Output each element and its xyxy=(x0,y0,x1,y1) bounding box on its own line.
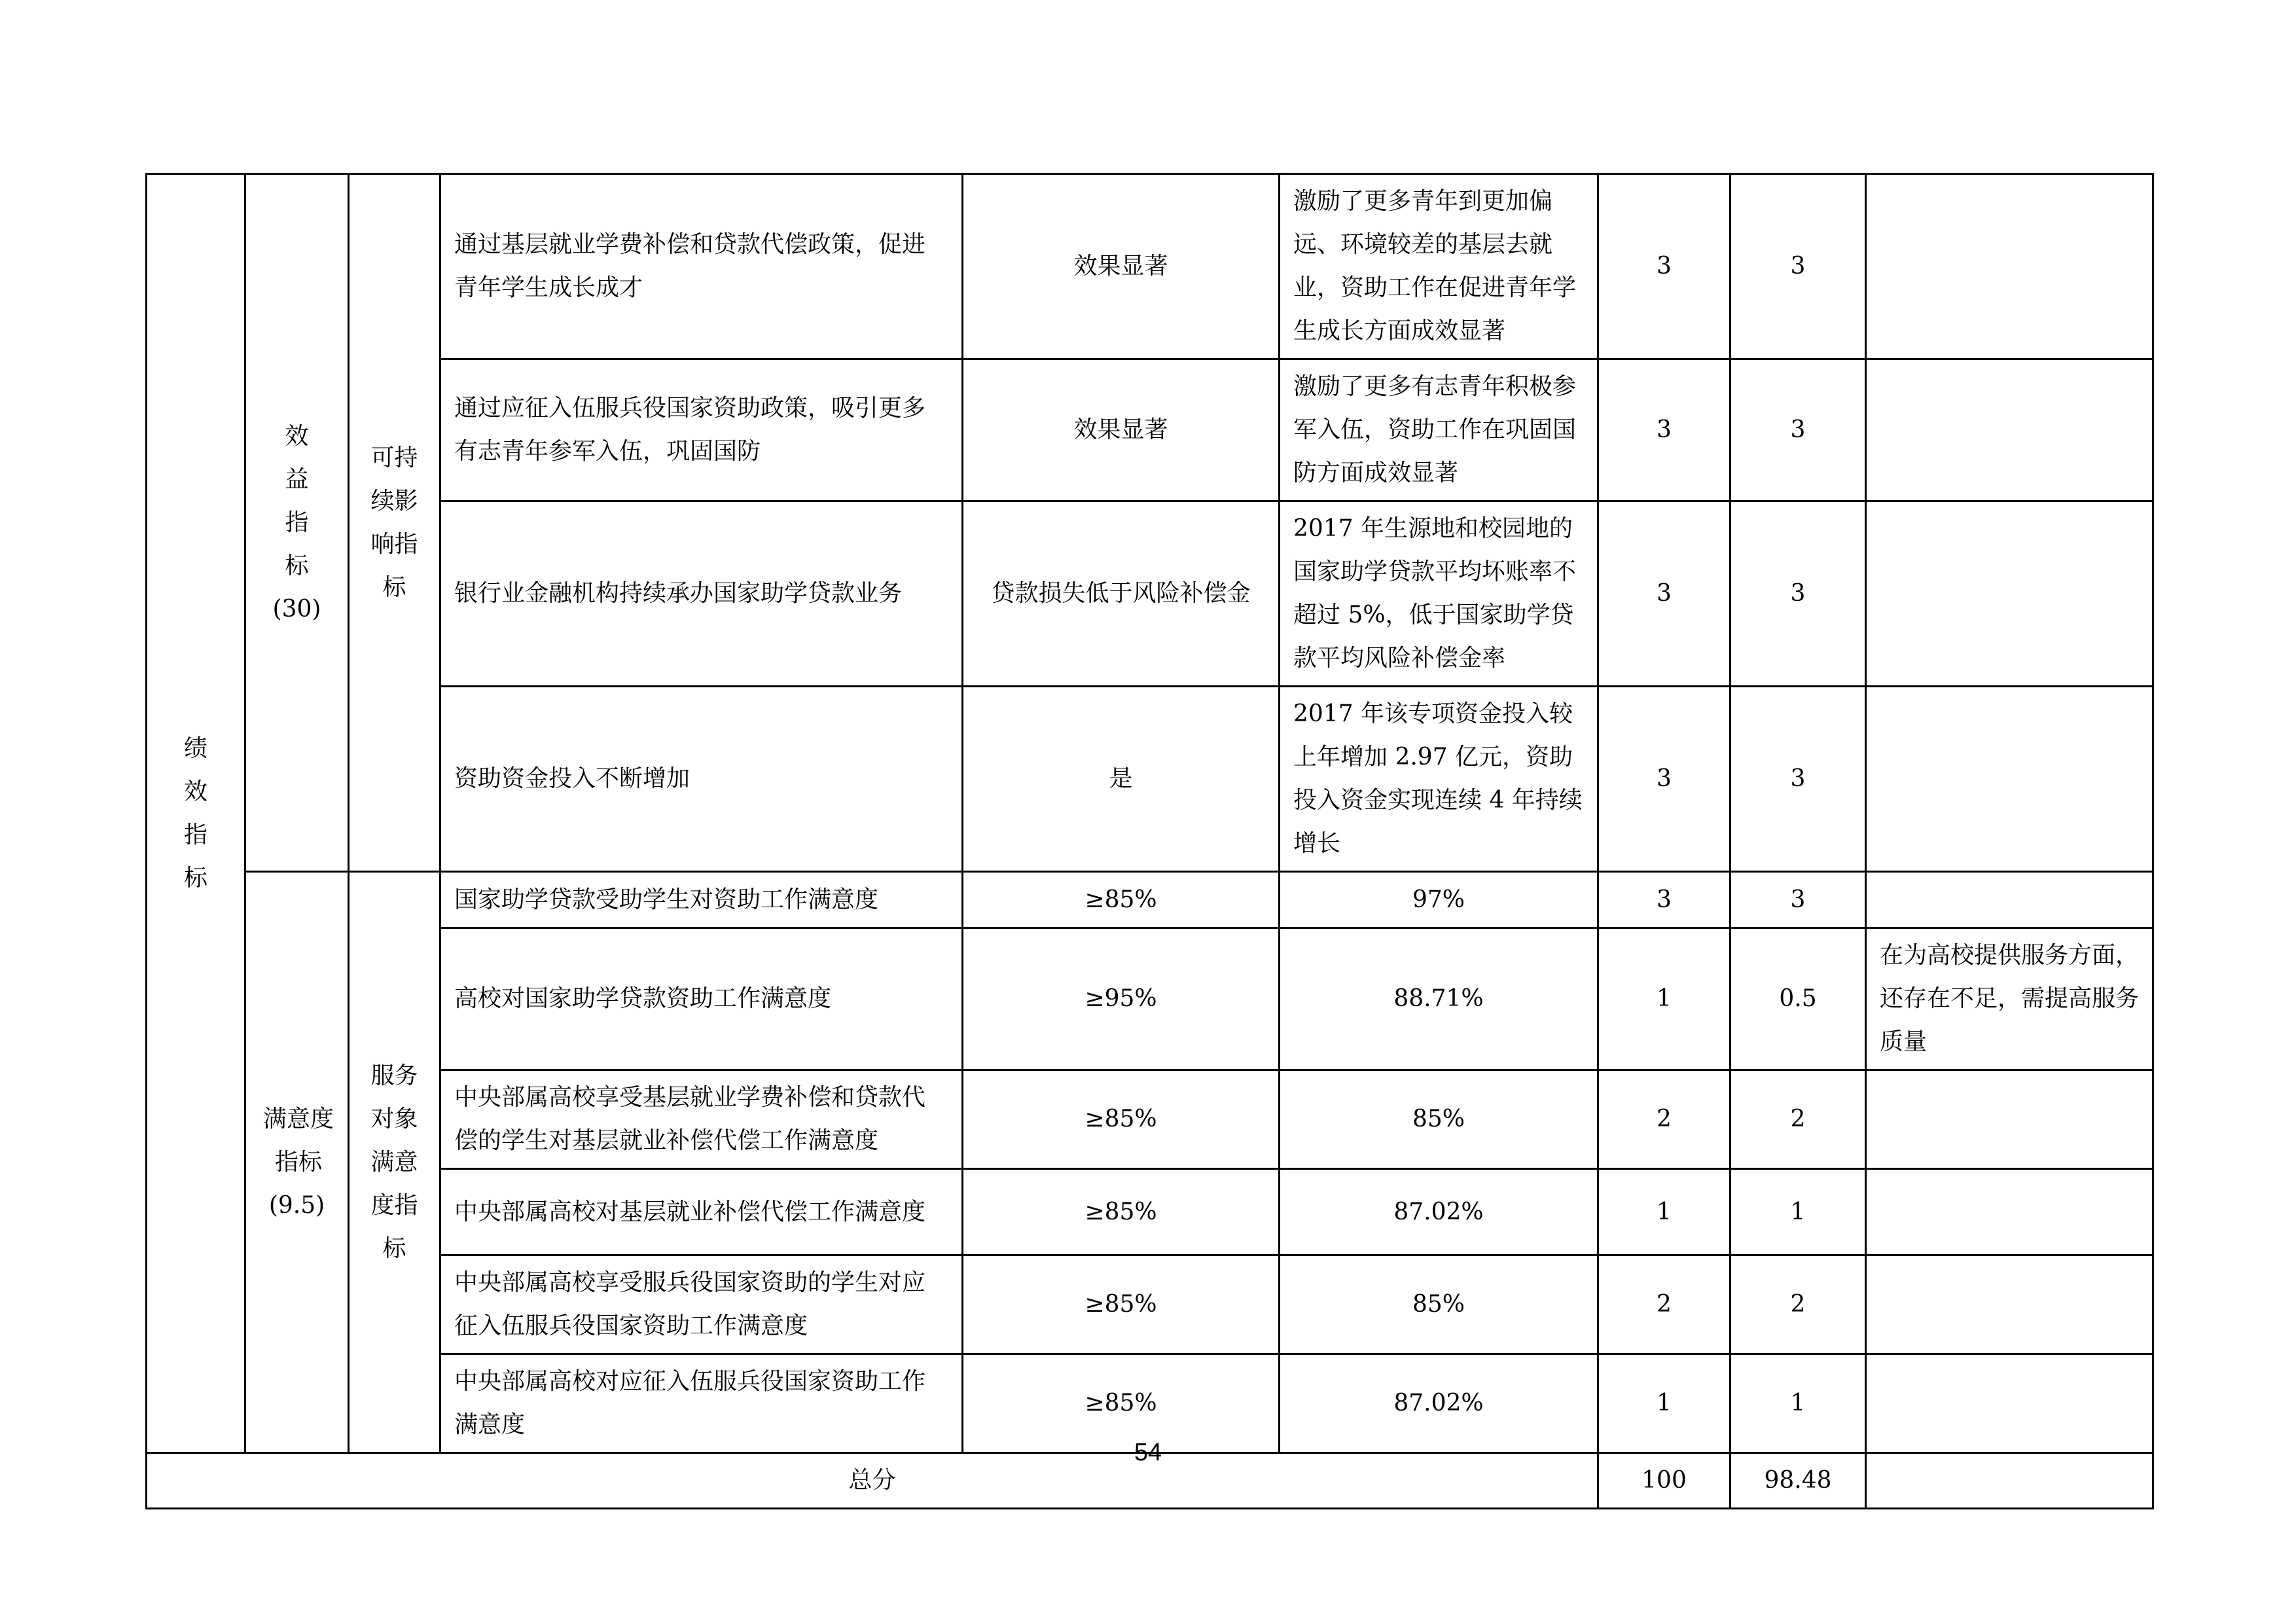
target-cell: 贷款损失低于风险补偿金 xyxy=(963,501,1280,687)
indicator-cell: 高校对国家助学贷款资助工作满意度 xyxy=(440,928,963,1070)
note-cell: 在为高校提供服务方面，还存在不足，需提高服务质量 xyxy=(1866,928,2153,1070)
weight-cell: 3 xyxy=(1598,174,1731,359)
satisfaction-group-score: (9.5) xyxy=(268,1191,325,1219)
actual-cell: 85% xyxy=(1280,1255,1598,1354)
table-row xyxy=(147,928,2153,1070)
weight-cell: 3 xyxy=(1598,687,1731,872)
benefit-group-score: (30) xyxy=(272,595,321,623)
score-cell: 2 xyxy=(1731,1255,1866,1354)
satisfaction-sub-name: 服务对象满意度指标 xyxy=(370,1062,418,1262)
weight-cell: 1 xyxy=(1598,1169,1731,1255)
level1-label-cell xyxy=(147,174,245,1453)
score-cell: 1 xyxy=(1731,1169,1866,1255)
indicator-cell: 银行业金融机构持续承办国家助学贷款业务 xyxy=(440,501,963,687)
table-row xyxy=(147,1354,2153,1453)
actual-cell: 97% xyxy=(1280,872,1598,928)
target-cell: 是 xyxy=(963,687,1280,872)
total-label: 总分 xyxy=(147,1453,1598,1509)
indicator-cell: 中央部属高校享受服兵役国家资助的学生对应征入伍服兵役国家资助工作满意度 xyxy=(440,1255,963,1354)
benefit-group-name: 效益指标 xyxy=(285,422,309,579)
total-weight: 100 xyxy=(1598,1453,1731,1509)
table-row xyxy=(147,872,2153,928)
table-row xyxy=(147,1169,2153,1255)
target-cell: ≥85% xyxy=(963,1255,1280,1354)
satisfaction-group-cell xyxy=(245,872,349,1453)
target-cell: ≥95% xyxy=(963,928,1280,1070)
target-cell: ≥85% xyxy=(963,1169,1280,1255)
benefit-sub-name: 可持续影响指标 xyxy=(370,444,418,601)
weight-cell: 1 xyxy=(1598,1354,1731,1453)
actual-cell: 激励了更多青年到更加偏远、环境较差的基层去就业，资助工作在促进青年学生成长方面成效显著 xyxy=(1280,174,1598,359)
target-cell: ≥85% xyxy=(963,1070,1280,1169)
score-cell: 1 xyxy=(1731,1354,1866,1453)
actual-cell: 2017 年该专项资金投入较上年增加 2.97 亿元，资助投入资金实现连续 4 年持续增长 xyxy=(1280,687,1598,872)
note-cell xyxy=(1866,687,2153,872)
target-cell: 效果显著 xyxy=(963,359,1280,501)
satisfaction-sub-cell xyxy=(349,872,440,1453)
score-cell: 3 xyxy=(1731,872,1866,928)
page-number: 54 xyxy=(1134,1439,1162,1466)
weight-cell: 3 xyxy=(1598,872,1731,928)
actual-cell: 87.02% xyxy=(1280,1169,1598,1255)
weight-cell: 3 xyxy=(1598,501,1731,687)
actual-cell: 87.02% xyxy=(1280,1354,1598,1453)
note-cell xyxy=(1866,1354,2153,1453)
score-cell: 0.5 xyxy=(1731,928,1866,1070)
indicator-cell: 国家助学贷款受助学生对资助工作满意度 xyxy=(440,872,963,928)
score-cell: 3 xyxy=(1731,687,1866,872)
weight-cell: 2 xyxy=(1598,1255,1731,1354)
note-cell xyxy=(1866,501,2153,687)
benefit-sub-cell xyxy=(349,174,440,872)
indicator-cell: 中央部属高校对应征入伍服兵役国家资助工作满意度 xyxy=(440,1354,963,1453)
benefit-group-cell xyxy=(245,174,349,872)
indicator-cell: 通过应征入伍服兵役国家资助政策，吸引更多有志青年参军入伍，巩固国防 xyxy=(440,359,963,501)
table-row xyxy=(147,1070,2153,1169)
indicator-cell: 中央部属高校对基层就业补偿代偿工作满意度 xyxy=(440,1169,963,1255)
note-cell xyxy=(1866,1255,2153,1354)
table-row xyxy=(147,359,2153,501)
score-cell: 3 xyxy=(1731,501,1866,687)
indicator-cell: 中央部属高校享受基层就业学费补偿和贷款代偿的学生对基层就业补偿代偿工作满意度 xyxy=(440,1070,963,1169)
actual-cell: 激励了更多有志青年积极参军入伍，资助工作在巩固国防方面成效显著 xyxy=(1280,359,1598,501)
target-cell: 效果显著 xyxy=(963,174,1280,359)
table-row xyxy=(147,687,2153,872)
actual-cell: 85% xyxy=(1280,1070,1598,1169)
score-cell: 3 xyxy=(1731,174,1866,359)
score-cell: 2 xyxy=(1731,1070,1866,1169)
weight-cell: 2 xyxy=(1598,1070,1731,1169)
level1-label: 绩效指标 xyxy=(184,734,208,892)
actual-cell: 2017 年生源地和校园地的国家助学贷款平均坏账率不超过 5%，低于国家助学贷款平均风险补偿金率 xyxy=(1280,501,1598,687)
table-row xyxy=(147,501,2153,687)
satisfaction-group-name: 满意度指标 xyxy=(262,1105,334,1176)
note-cell xyxy=(1866,359,2153,501)
note-cell xyxy=(1866,872,2153,928)
indicator-cell: 通过基层就业学费补偿和贷款代偿政策，促进青年学生成长成才 xyxy=(440,174,963,359)
weight-cell: 1 xyxy=(1598,928,1731,1070)
total-score: 98.48 xyxy=(1731,1453,1866,1509)
score-cell: 3 xyxy=(1731,359,1866,501)
performance-table xyxy=(145,173,2154,1509)
indicator-cell: 资助资金投入不断增加 xyxy=(440,687,963,872)
note-cell xyxy=(1866,1070,2153,1169)
table-row xyxy=(147,174,2153,359)
note-cell xyxy=(1866,174,2153,359)
target-cell: ≥85% xyxy=(963,1354,1280,1453)
table-row xyxy=(147,1255,2153,1354)
weight-cell: 3 xyxy=(1598,359,1731,501)
actual-cell: 88.71% xyxy=(1280,928,1598,1070)
target-cell: ≥85% xyxy=(963,872,1280,928)
note-cell xyxy=(1866,1169,2153,1255)
